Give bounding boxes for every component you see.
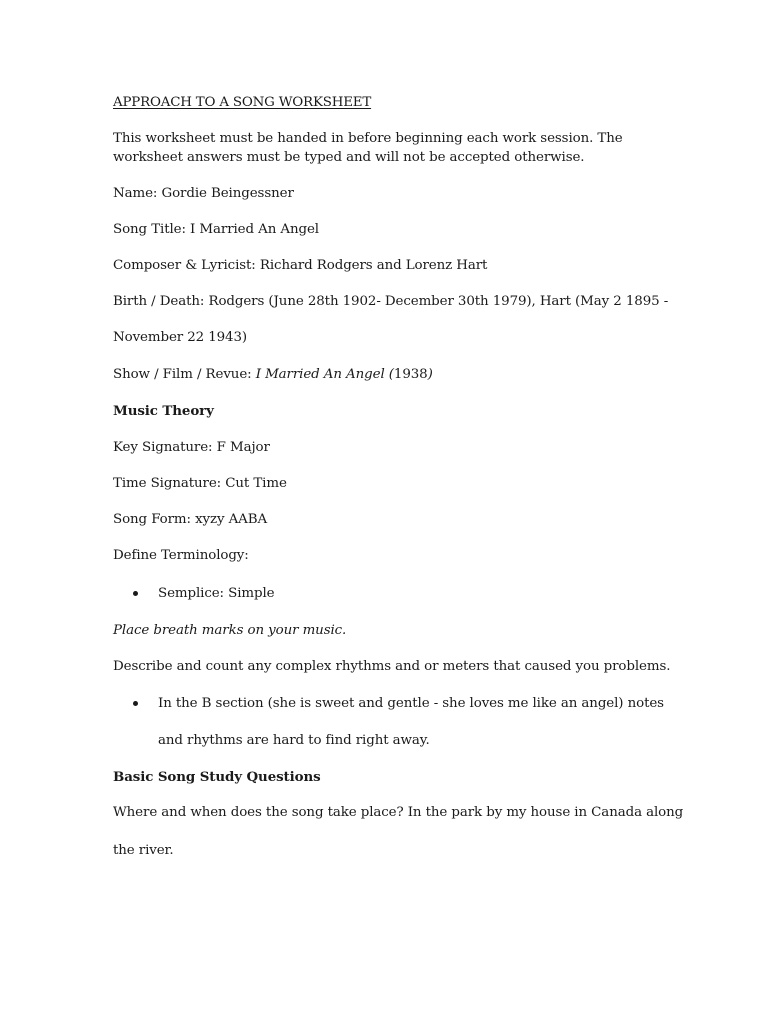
intro-line-1: This worksheet must be handed in before beginning each work session. The <box>113 131 623 146</box>
breath-marks-instruction: Place breath marks on your music. <box>113 623 347 638</box>
bullet-icon <box>133 701 138 706</box>
bullet-icon <box>133 591 138 596</box>
rhythms-answer-line-2: and rhythms are hard to find right away. <box>158 733 430 748</box>
rhythms-answer-line-1: In the B section (she is sweet and gentle - she loves me like an angel) notes <box>158 696 664 711</box>
birth-death-line-2: November 22 1943) <box>113 330 248 345</box>
show-field <box>113 367 433 383</box>
basic-song-study-heading: Basic Song Study Questions <box>113 769 321 785</box>
song-study-q1-line-1: Where and when does the song take place? In the park by my house in Canada along <box>113 805 684 820</box>
show-label: Show / Film / Revue: <box>113 367 256 382</box>
term-item: Semplice: Simple <box>158 586 275 601</box>
key-signature-field: Key Signature: F Major <box>113 440 270 455</box>
composer-field: Composer & Lyricist: Richard Rodgers and Lorenz Hart <box>113 258 488 273</box>
show-close: ) <box>427 367 433 382</box>
song-form-field: Song Form: xyzy AABA <box>113 512 268 527</box>
birth-death-line-1: Birth / Death: Rodgers (June 28th 1902- December 30th 1979), Hart (May 2 1895 - <box>113 294 669 309</box>
show-year: 1938 <box>393 367 428 382</box>
page-title: APPROACH TO A SONG WORKSHEET <box>113 95 372 110</box>
show-title: I Married An Angel ( <box>255 367 394 382</box>
name-field: Name: Gordie Beingessner <box>113 186 294 201</box>
song-study-q1-line-2: the river. <box>113 843 174 858</box>
time-signature-field: Time Signature: Cut Time <box>113 476 287 491</box>
song-title-field: Song Title: I Married An Angel <box>113 222 319 237</box>
music-theory-heading: Music Theory <box>113 403 214 419</box>
rhythms-prompt: Describe and count any complex rhythms and or meters that caused you problems. <box>113 659 671 674</box>
define-terminology-label: Define Terminology: <box>113 548 249 563</box>
intro-line-2: worksheet answers must be typed and will not be accepted otherwise. <box>113 150 585 165</box>
